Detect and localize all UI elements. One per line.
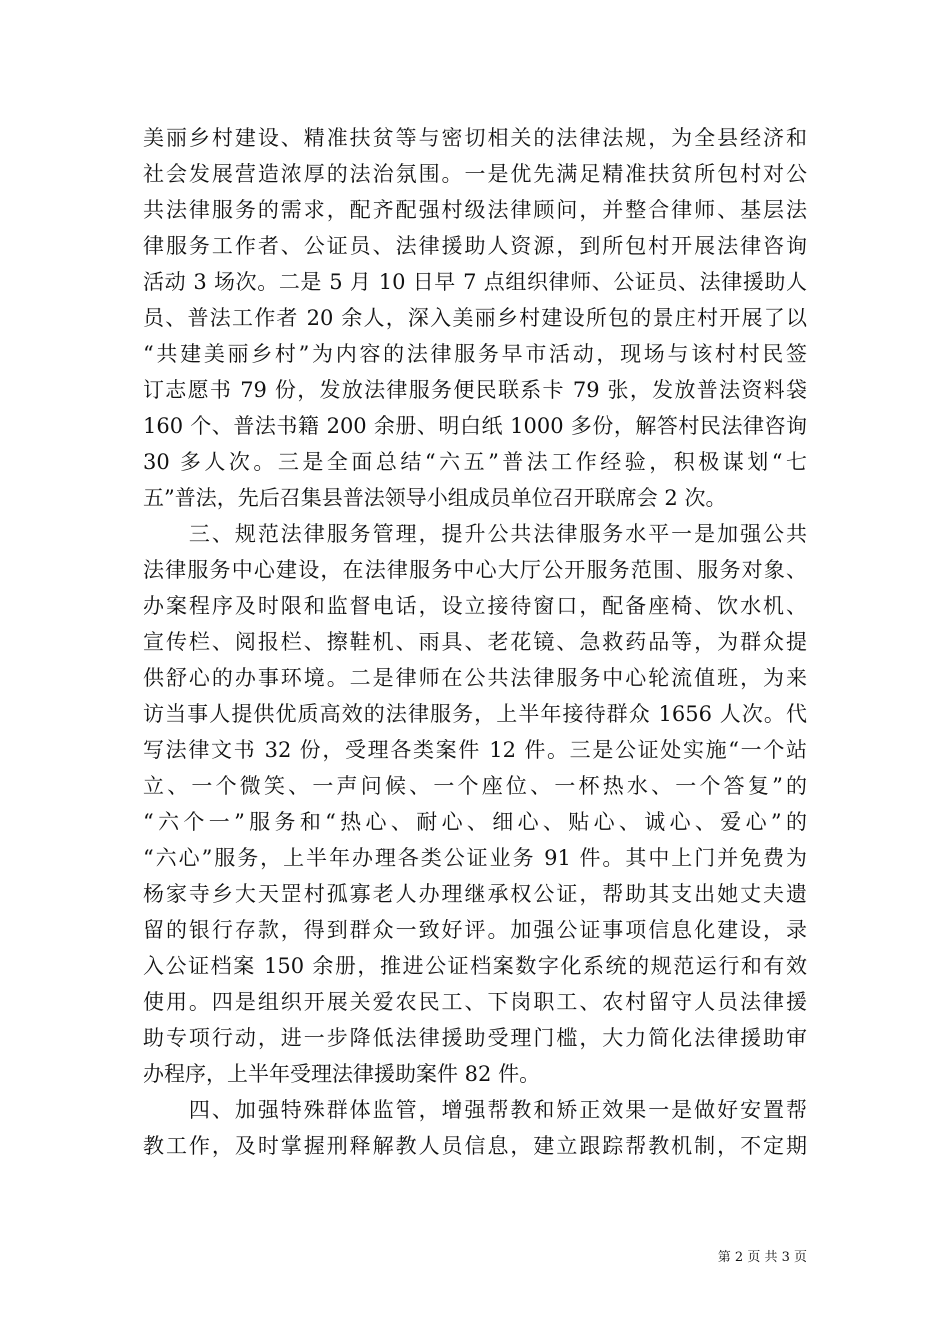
text-line: 社会发展营造浓厚的法治氛围。一是优先满足精准扶贫所包村对公 [143,162,807,186]
text-line: 订志愿书 79 份，发放法律服务便民联系卡 79 张，发放普法资料袋 [143,378,807,402]
text-line: 员、普法工作者 20 余人，深入美丽乡村建设所包的景庄村开展了以 [143,306,807,330]
text-line: 共法律服务的需求，配齐配强村级法律顾问，并整合律师、基层法 [143,198,807,222]
text-line: 法律服务中心建设，在法律服务中心大厅公开服务范围、服务对象、 [143,558,807,582]
text-line: 写法律文书 32 份，受理各类案件 12 件。三是公证处实施“一个站 [143,738,807,762]
text-line: 30 多人次。三是全面总结“六五”普法工作经验，积极谋划“七 [143,450,807,474]
text-line: 立、一个微笑、一声问候、一个座位、一杯热水、一个答复”的 [143,774,807,798]
text-line: 教工作，及时掌握刑释解教人员信息，建立跟踪帮教机制，不定期 [143,1134,807,1158]
text-line: 助专项行动，进一步降低法律援助受理门槛，大力简化法律援助审 [143,1026,807,1050]
text-line: 160 个、普法书籍 200 余册、明白纸 1000 多份，解答村民法律咨询 [143,414,807,438]
text-line: 宣传栏、阅报栏、擦鞋机、雨具、老花镜、急救药品等，为群众提 [143,630,807,654]
text-line: 律服务工作者、公证员、法律援助人资源，到所包村开展法律咨询 [143,234,807,258]
text-line: 美丽乡村建设、精准扶贫等与密切相关的法律法规，为全县经济和 [143,126,807,150]
text-line: 三、规范法律服务管理，提升公共法律服务水平一是加强公共 [143,522,807,546]
text-line: 五”普法，先后召集县普法领导小组成员单位召开联席会 2 次。 [143,486,727,510]
text-line: “六心”服务，上半年办理各类公证业务 91 件。其中上门并免费为 [143,846,807,870]
text-line: 使用。四是组织开展关爱农民工、下岗职工、农村留守人员法律援 [143,990,807,1014]
text-line: 四、加强特殊群体监管，增强帮教和矫正效果一是做好安置帮 [143,1098,807,1122]
document-body [143,120,807,1164]
page-number-footer: 第 2 页 共 3 页 [717,1250,807,1265]
text-line: 供舒心的办事环境。二是律师在公共法律服务中心轮流值班，为来 [143,666,807,690]
text-line: 访当事人提供优质高效的法律服务，上半年接待群众 1656 人次。代 [143,702,807,726]
text-line: “共建美丽乡村”为内容的法律服务早市活动，现场与该村村民签 [143,342,807,366]
text-line: 杨家寺乡大天罡村孤寡老人办理继承权公证，帮助其支出她丈夫遗 [143,882,807,906]
text-line: 活动 3 场次。二是 5 月 10 日早 7 点组织律师、公证员、法律援助人 [143,270,807,294]
text-line: 办案程序及时限和监督电话，设立接待窗口，配备座椅、饮水机、 [143,594,807,618]
text-line: 入公证档案 150 余册，推进公证档案数字化系统的规范运行和有效 [143,954,807,978]
text-line: 办程序，上半年受理法律援助案件 82 件。 [143,1062,541,1086]
text-line: “六个一”服务和“热心、耐心、细心、贴心、诚心、爱心”的 [143,810,807,834]
text-line: 留的银行存款，得到群众一致好评。加强公证事项信息化建设，录 [143,918,807,942]
